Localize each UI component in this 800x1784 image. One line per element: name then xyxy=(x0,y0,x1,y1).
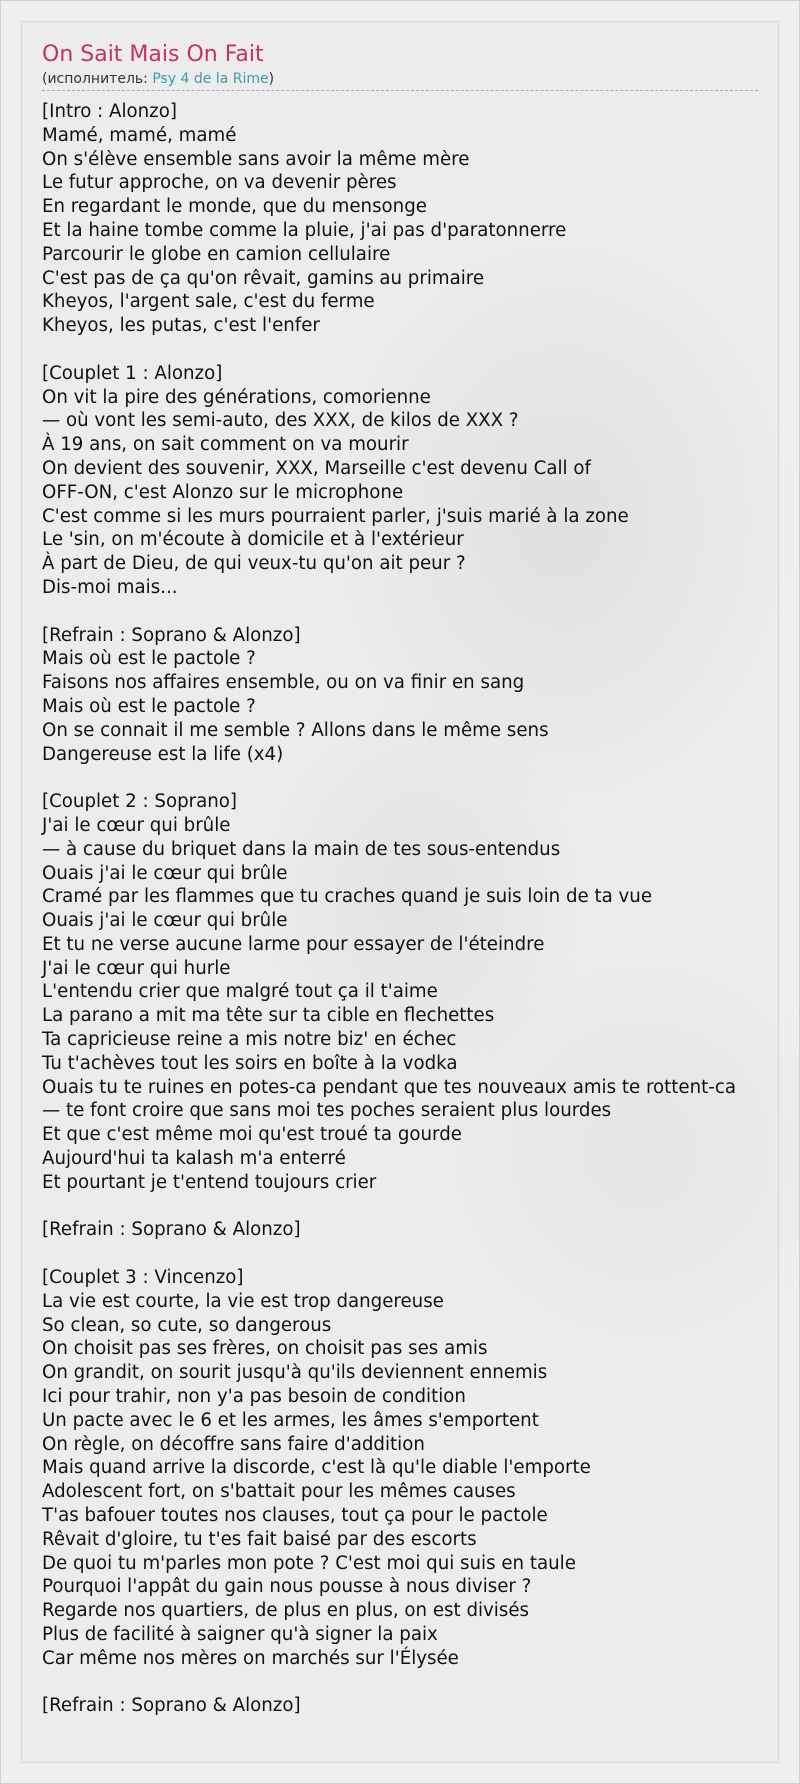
lyric-line: Parcourir le globe en camion cellulaire xyxy=(42,243,391,265)
lyric-line: La parano a mit ma tête sur ta cible en flechettes xyxy=(42,1005,495,1027)
lyric-line: Ta capricieuse reine a mis notre biz' en échec xyxy=(42,1029,457,1051)
lyric-line: Faisons nos affaires ensemble, ou on va finir en sang xyxy=(42,672,525,694)
lyric-line: On s'élève ensemble sans avoir la même mère xyxy=(42,148,470,170)
lyric-line: Dis-moi mais... xyxy=(42,576,178,598)
lyric-line: Car même nos mères on marchés sur l'Élysée xyxy=(42,1647,459,1669)
lyric-line: Et la haine tombe comme la pluie, j'ai pas d'paratonnerre xyxy=(42,219,567,241)
lyric-line: On règle, on décoffre sans faire d'addition xyxy=(42,1433,425,1455)
lyric-line: On devient des souvenir, XXX, Marseille c'est devenu Call of xyxy=(42,457,591,479)
lyric-line: On grandit, on sourit jusqu'à qu'ils deviennent ennemis xyxy=(42,1362,548,1384)
lyric-line: Mais quand arrive la discorde, c'est là qu'le diable l'emporte xyxy=(42,1457,591,1479)
lyric-line: [Refrain : Soprano & Alonzo] xyxy=(42,1219,301,1241)
lyric-line: [Refrain : Soprano & Alonzo] xyxy=(42,624,301,646)
lyric-line: [Couplet 2 : Soprano] xyxy=(42,791,238,813)
lyric-line: C'est comme si les murs pourraient parler, j'suis marié à la zone xyxy=(42,505,629,527)
lyric-line: Ouais j'ai le cœur qui brûle xyxy=(42,862,288,884)
lyric-line: En regardant le monde, que du mensonge xyxy=(42,196,427,218)
lyric-line: Mais où est le pactole ? xyxy=(42,695,256,717)
lyric-line: Kheyos, les putas, c'est l'enfer xyxy=(42,315,320,337)
lyric-line xyxy=(42,1242,798,1266)
lyric-line: J'ai le cœur qui brûle xyxy=(42,814,231,836)
lyric-line: Mais où est le pactole ? xyxy=(42,648,256,670)
song-header xyxy=(42,40,758,91)
lyric-line: On choisit pas ses frères, on choisit pas ses amis xyxy=(42,1338,488,1360)
lyric-line: Kheyos, l'argent sale, c'est du ferme xyxy=(42,291,375,313)
lyric-line: Un pacte avec le 6 et les armes, les âmes s'emportent xyxy=(42,1409,539,1431)
lyric-line xyxy=(42,600,798,624)
lyric-line: [Couplet 1 : Alonzo] xyxy=(42,362,223,384)
lyric-line: Plus de facilité à saigner qu'à signer la paix xyxy=(42,1624,438,1645)
lyric-line: — à cause du briquet dans la main de tes sous-entendus xyxy=(42,838,561,860)
lyric-line: On vit la pire des générations, comorienne xyxy=(42,386,431,408)
lyric-line: Regarde nos quartiers, de plus en plus, on est divisés xyxy=(42,1600,529,1622)
lyric-line: On se connait il me semble ? Allons dans le même sens xyxy=(42,719,549,741)
lyric-line: Pourquoi l'appât du gain nous pousse à nous diviser ? xyxy=(42,1576,532,1598)
song-title: On Sait Mais On Fait xyxy=(42,42,264,67)
lyric-line: [Intro : Alonzo] xyxy=(42,101,177,122)
lyric-line: So clean, so cute, so dangerous xyxy=(42,1314,332,1336)
lyric-line: Rêvait d'gloire, tu t'es fait baisé par des escorts xyxy=(42,1528,477,1550)
lyric-line: Aujourd'hui ta kalash m'a enterré xyxy=(42,1148,346,1170)
lyric-line: Adolescent fort, on s'battait pour les mêmes causes xyxy=(42,1481,516,1503)
song-performer-line xyxy=(42,70,758,88)
lyric-line xyxy=(42,766,798,790)
lyric-line: Ouais j'ai le cœur qui brûle xyxy=(42,910,288,932)
lyric-line: Et pourtant je t'entend toujours crier xyxy=(42,1171,377,1193)
lyrics-body xyxy=(42,100,798,1718)
lyric-line: Dangereuse est la life (x4) xyxy=(42,743,284,765)
lyric-line: [Couplet 3 : Vincenzo] xyxy=(42,1267,244,1289)
lyric-line: Mamé, mamé, mamé xyxy=(42,124,237,146)
lyric-line: OFF-ON, c'est Alonzo sur le microphone xyxy=(42,481,404,503)
lyric-line: — te font croire que sans moi tes poches seraient plus lourdes xyxy=(42,1100,612,1122)
lyric-line xyxy=(42,1195,798,1219)
lyric-line: Ouais tu te ruines en potes-ca pendant que tes nouveaux amis te rottent-ca xyxy=(42,1076,736,1098)
lyric-line: T'as bafouer toutes nos clauses, tout ça pour le pactole xyxy=(42,1505,548,1527)
performer-suffix: ) xyxy=(268,71,275,87)
lyric-line: Cramé par les flammes que tu craches quand je suis loin de ta vue xyxy=(42,886,653,908)
lyric-line: Le futur approche, on va devenir pères xyxy=(42,172,397,194)
performer-prefix: (исполнитель: xyxy=(42,71,153,87)
lyric-line: La vie est courte, la vie est trop dangereuse xyxy=(42,1290,444,1312)
lyric-line: C'est pas de ça qu'on rêvait, gamins au primaire xyxy=(42,267,485,289)
lyric-line: Et que c'est même moi qu'est troué ta gourde xyxy=(42,1124,462,1146)
lyric-line: Le 'sin, on m'écoute à domicile et à l'extérieur xyxy=(42,529,464,551)
lyric-line xyxy=(42,1671,798,1695)
lyric-line: — où vont les semi-auto, des XXX, de kilos de XXX ? xyxy=(42,410,519,432)
lyric-line: À 19 ans, on sait comment on va mourir xyxy=(42,434,409,456)
lyric-line: L'entendu crier que malgré tout ça il t'aime xyxy=(42,981,438,1003)
lyric-line: Tu t'achèves tout les soirs en boîte à la vodka xyxy=(42,1052,458,1074)
lyric-line: De quoi tu m'parles mon pote ? C'est moi qui suis en taule xyxy=(42,1552,576,1574)
lyric-line: À part de Dieu, de qui veux-tu qu'on ait peur ? xyxy=(42,553,466,575)
lyric-line: J'ai le cœur qui hurle xyxy=(42,957,231,979)
lyric-line xyxy=(42,338,798,362)
lyric-line: Et tu ne verse aucune larme pour essayer de l'éteindre xyxy=(42,933,545,955)
lyric-line: Ici pour trahir, non y'a pas besoin de condition xyxy=(42,1386,466,1408)
lyric-line: [Refrain : Soprano & Alonzo] xyxy=(42,1695,301,1717)
performer-link[interactable]: Psy 4 de la Rime xyxy=(152,71,269,87)
